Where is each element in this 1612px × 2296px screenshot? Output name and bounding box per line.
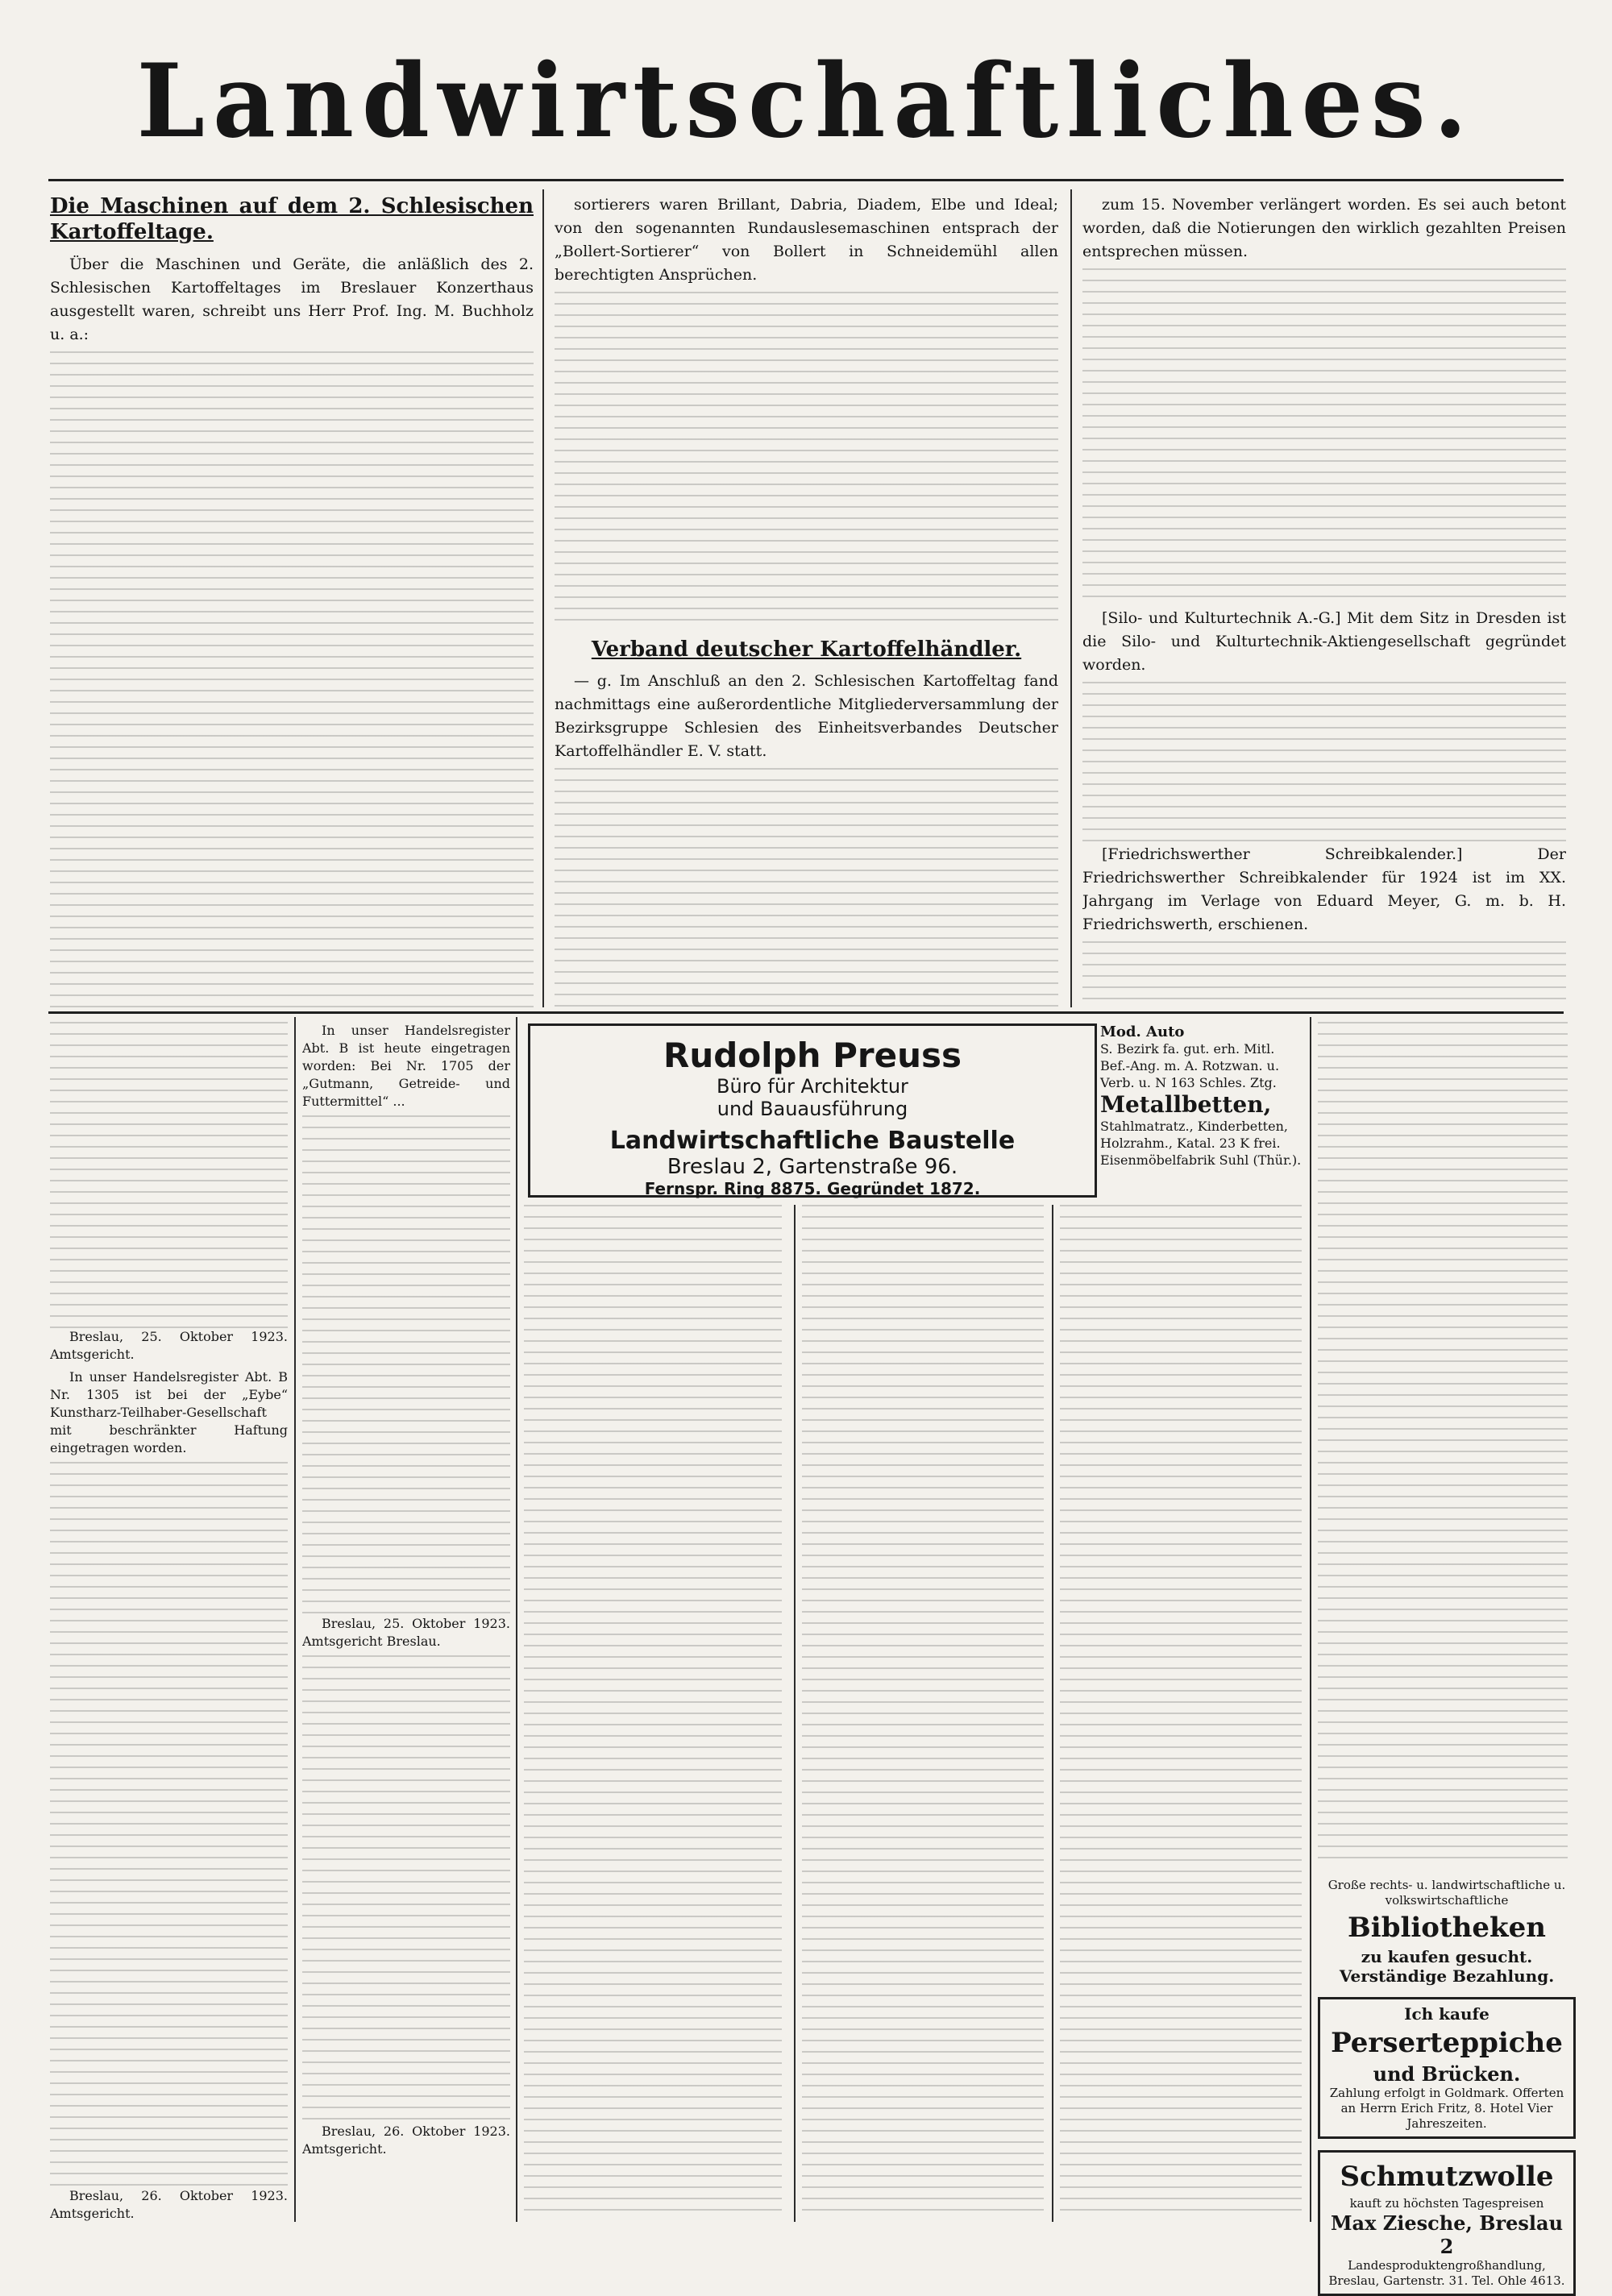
register-text xyxy=(302,1655,510,2123)
ad-company-name: Rudolph Preuss xyxy=(663,1036,962,1075)
register-text xyxy=(1060,1205,1302,2212)
article-body-text xyxy=(1082,682,1566,843)
ad-metall-text: Stahlmatratz., Kinderbetten, Holzrahm., Katal. 23 K frei. Eisenmöbelfabrik Suhl (Thür.). xyxy=(1100,1119,1302,1168)
ad-mod-text: S. Bezirk fa. gut. erh. Mitl. Bef.-Ang. m. A. Rotzwan. u. Verb. u. N 163 Schles. Ztg. xyxy=(1100,1041,1280,1090)
section-rule xyxy=(48,1011,1564,1014)
column-divider xyxy=(516,1017,517,2222)
register-entry: In unser Handelsregister Abt. B ist heute eingetragen worden: Bei Nr. 1705 der „Gutmann, Getreide- und Futtermittel“ ... xyxy=(302,1023,510,1109)
column-divider xyxy=(1052,1205,1053,2222)
article-middle xyxy=(555,193,1058,1007)
ad-text: kauft zu höchsten Tagespreisen xyxy=(1349,2196,1544,2211)
article-heading: Die Maschinen auf dem 2. Schlesischen Kartoffeltage. xyxy=(50,194,534,244)
register-text xyxy=(524,1205,782,2212)
register-column-2 xyxy=(302,1022,510,2223)
ad-bibliothek-line: Verständige Bezahlung. xyxy=(1339,1966,1555,1986)
notice-kalender: [Friedrichswerther Schreibkalender.] Der Friedrichswerther Schreibkalender für 1924 ist im XX. Jahrgang im Verlage von Eduard Meyer, G. m. b. H. Friedrichswerth, erschienen. xyxy=(1082,845,1566,933)
ad-title: Perserteppiche xyxy=(1331,2027,1563,2059)
article-lead: zum 15. November verlängert worden. Es sei auch betont worden, daß die Notierungen den wirklich gezahlten Preisen entsprechen müssen. xyxy=(1082,196,1566,260)
article-heading: Verband deutscher Kartoffelhändler. xyxy=(591,637,1022,662)
register-column-6 xyxy=(1318,1022,1568,1868)
ad-line: und Bauausführung xyxy=(717,1098,908,1120)
ad-line: Landwirtschaftliche Baustelle xyxy=(609,1127,1016,1155)
register-text xyxy=(50,1462,288,2187)
top-rule xyxy=(48,179,1564,181)
article-right xyxy=(1082,193,1566,1007)
ad-line: und Brücken. xyxy=(1373,2062,1521,2086)
ad-bibliothek-intro: Große rechts- u. landwirtschaftliche u. volkswirtschaftliche xyxy=(1327,1878,1566,1908)
article-intro: Über die Maschinen und Geräte, die anläßlich des 2. Schlesischen Kartoffeltages im Breslauer Konzerthaus ausgestellt waren, schreibt uns Herr Prof. Ing. M. Buchholz u. a.: xyxy=(50,255,534,343)
notice-kulturtechnik: [Silo- und Kulturtechnik A.-G.] Mit dem Sitz in Dresden ist die Silo- und Kulturtechnik-Aktiengesellschaft gegründet worden. xyxy=(1082,609,1566,674)
article-body-text xyxy=(1082,268,1566,607)
ad-mod-auto: Mod. Auto xyxy=(1100,1023,1185,1040)
advertisement-rudolph-preuss xyxy=(528,1023,1097,1198)
column-divider xyxy=(1070,189,1072,1007)
ad-company: Max Ziesche, Breslau 2 xyxy=(1330,2211,1564,2258)
register-text xyxy=(302,1115,510,1615)
article-lead: sortierers waren Brillant, Dabria, Diadem, Elbe und Ideal; von den sogenannten Rundauslesemaschinen entsprach der „Bollert-Sortierer“ von Bollert in Schneidemühl allen berechtigten Ansprüchen. xyxy=(555,196,1058,284)
article-left xyxy=(50,193,534,1007)
advertisement-side xyxy=(1100,1023,1302,1169)
ad-address: Breslau 2, Gartenstraße 96. xyxy=(667,1155,958,1179)
ad-text: Zahlung erfolgt in Goldmark. Offerten an Herrn Erich Fritz, 8. Hotel Vier Jahreszeiten. xyxy=(1329,2086,1564,2131)
register-column-3 xyxy=(524,1205,782,2220)
ad-text: Landesproduktengroßhandlung, Breslau, Gartenstr. 31. Tel. Ohle 4613. xyxy=(1328,2258,1565,2288)
register-column-4 xyxy=(802,1205,1044,2220)
register-text xyxy=(802,1205,1044,2212)
column-divider xyxy=(794,1205,796,2222)
register-column-5 xyxy=(1060,1205,1302,2220)
ad-title: Schmutzwolle xyxy=(1340,2161,1554,2193)
column-divider xyxy=(1310,1017,1311,2222)
register-date: Breslau, 25. Oktober 1923. Amtsgericht Breslau. xyxy=(302,1616,510,1649)
article-body-text xyxy=(555,768,1058,1007)
register-text xyxy=(50,1022,288,1328)
register-entry: In unser Handelsregister Abt. B Nr. 1305 ist bei der „Eybe“ Kunstharz-Teilhaber-Gesellschaft mit beschränkter Haftung eingetragen worden. xyxy=(50,1369,288,1455)
register-date: Breslau, 26. Oktober 1923. Amtsgericht. xyxy=(50,2188,288,2221)
ad-bibliotheken: Bibliotheken xyxy=(1348,1912,1546,1944)
article-intro: — g. Im Anschluß an den 2. Schlesischen Kartoffeltag fand nachmittags eine außerordentliche Mitgliederversammlung der Bezirksgruppe Schlesien des Einheitsverbandes Deutscher Kartoffelhändler E. V. statt. xyxy=(555,672,1058,760)
ad-bibliothek-line: zu kaufen gesucht. xyxy=(1361,1947,1533,1966)
ad-perserteppiche xyxy=(1318,1997,1576,2139)
register-date: Breslau, 26. Oktober 1923. Amtsgericht. xyxy=(302,2124,510,2157)
column-divider xyxy=(542,189,544,1007)
column-divider xyxy=(294,1017,296,2222)
ad-schmutzwolle xyxy=(1318,2150,1576,2296)
article-body-text xyxy=(50,351,534,1007)
ad-line: Ich kaufe xyxy=(1404,2004,1489,2024)
ad-phone: Fernspr. Ring 8875. Gegründet 1872. xyxy=(644,1179,981,1198)
article-body-text xyxy=(555,292,1058,630)
register-date: Breslau, 25. Oktober 1923. Amtsgericht. xyxy=(50,1329,288,1362)
article-body-text xyxy=(1082,941,1566,1007)
advertisements-bottom-right xyxy=(1318,1878,1576,2296)
masthead xyxy=(48,32,1564,169)
ad-metallbetten: Metallbetten, xyxy=(1100,1091,1272,1118)
page-title: Landwirtschaftliches. xyxy=(136,40,1476,161)
register-text xyxy=(1318,1022,1568,1860)
register-column-1 xyxy=(50,1022,288,2223)
ad-line: Büro für Architektur xyxy=(717,1075,908,1098)
